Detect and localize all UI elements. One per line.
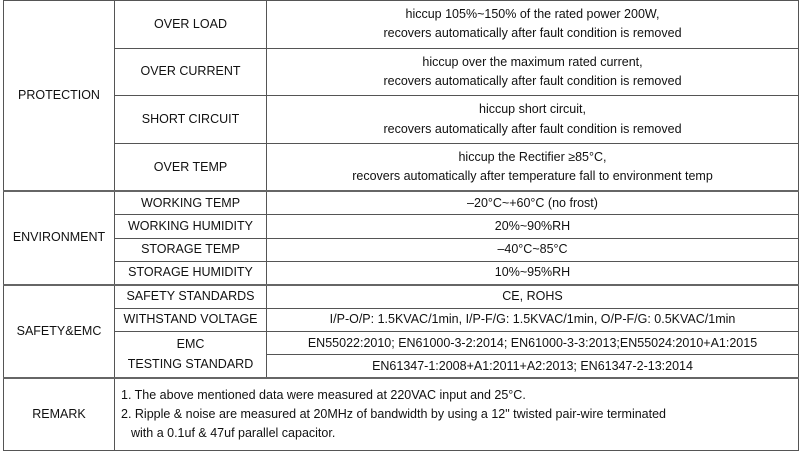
withstand-voltage-label: WITHSTAND VOLTAGE [115,308,267,331]
storage-humidity-value: 10%~95%RH [267,262,799,285]
over-load-value [267,1,799,49]
safety-row-emc-1 [4,332,799,355]
emc-label-line-2: TESTING STANDARD [127,356,254,371]
storage-humidity-label: STORAGE HUMIDITY [115,262,267,285]
over-current-line-2: recovers automatically after fault condition is removed [383,74,682,89]
emc-label [115,332,267,379]
over-current-value [267,48,799,96]
over-current-line-1: hiccup over the maximum rated current, [422,54,643,69]
short-circuit-value [267,96,799,144]
remark-line-3: with a 0.1uf & 47uf parallel capacitor. [131,426,336,441]
protection-row-short-circuit [4,96,799,144]
emc-standard-line-2: EN61347-1:2008+A1:2011+A2:2013; EN61347-2-13:2014 [267,355,799,378]
safety-standards-value: CE, ROHS [267,285,799,308]
safety-category: SAFETY&EMC [4,285,115,378]
environment-category: ENVIRONMENT [4,191,115,284]
remark-category: REMARK [4,378,115,450]
spec-table [3,0,799,451]
over-temp-line-1: hiccup the Rectifier ≥85°C, [458,149,607,164]
remark-text [115,378,799,450]
safety-row-standards [4,285,799,308]
storage-temp-label: STORAGE TEMP [115,238,267,261]
short-circuit-label: SHORT CIRCUIT [115,96,267,144]
environment-row-working-humidity [4,215,799,238]
emc-label-line-1: EMC [176,337,205,352]
safety-standards-label: SAFETY STANDARDS [115,285,267,308]
over-temp-label: OVER TEMP [115,144,267,192]
environment-row-working-temp [4,191,799,214]
over-load-line-1: hiccup 105%~150% of the rated power 200W, [405,6,660,21]
withstand-voltage-value: I/P-O/P: 1.5KVAC/1min, I/P-F/G: 1.5KVAC/1min, O/P-F/G: 0.5KVAC/1min [267,308,799,331]
working-humidity-label: WORKING HUMIDITY [115,215,267,238]
protection-category: PROTECTION [4,1,115,192]
protection-row-over-temp [4,144,799,192]
storage-temp-value: –40°C~85°C [267,238,799,261]
emc-standard-line-1: EN55022:2010; EN61000-3-2:2014; EN61000-3-3:2013;EN55024:2010+A1:2015 [267,332,799,355]
remark-row [4,378,799,450]
working-temp-value: –20°C~+60°C (no frost) [267,191,799,214]
over-current-label: OVER CURRENT [115,48,267,96]
over-load-line-2: recovers automatically after fault condition is removed [383,26,682,41]
remark-line-1: 1. The above mentioned data were measured at 220VAC input and 25°C. [121,387,526,402]
remark-line-2: 2. Ripple & noise are measured at 20MHz of bandwidth by using a 12" twisted pair-wire terminated [121,406,666,421]
protection-row-over-load [4,1,799,49]
protection-row-over-current [4,48,799,96]
safety-row-withstand-voltage [4,308,799,331]
environment-row-storage-humidity [4,262,799,285]
working-temp-label: WORKING TEMP [115,191,267,214]
over-temp-line-2: recovers automatically after temperature fall to environment temp [352,169,713,184]
environment-row-storage-temp [4,238,799,261]
over-temp-value [267,144,799,192]
over-load-label: OVER LOAD [115,1,267,49]
short-circuit-line-2: recovers automatically after fault condition is removed [383,121,682,136]
working-humidity-value: 20%~90%RH [267,215,799,238]
short-circuit-line-1: hiccup short circuit, [479,102,586,117]
